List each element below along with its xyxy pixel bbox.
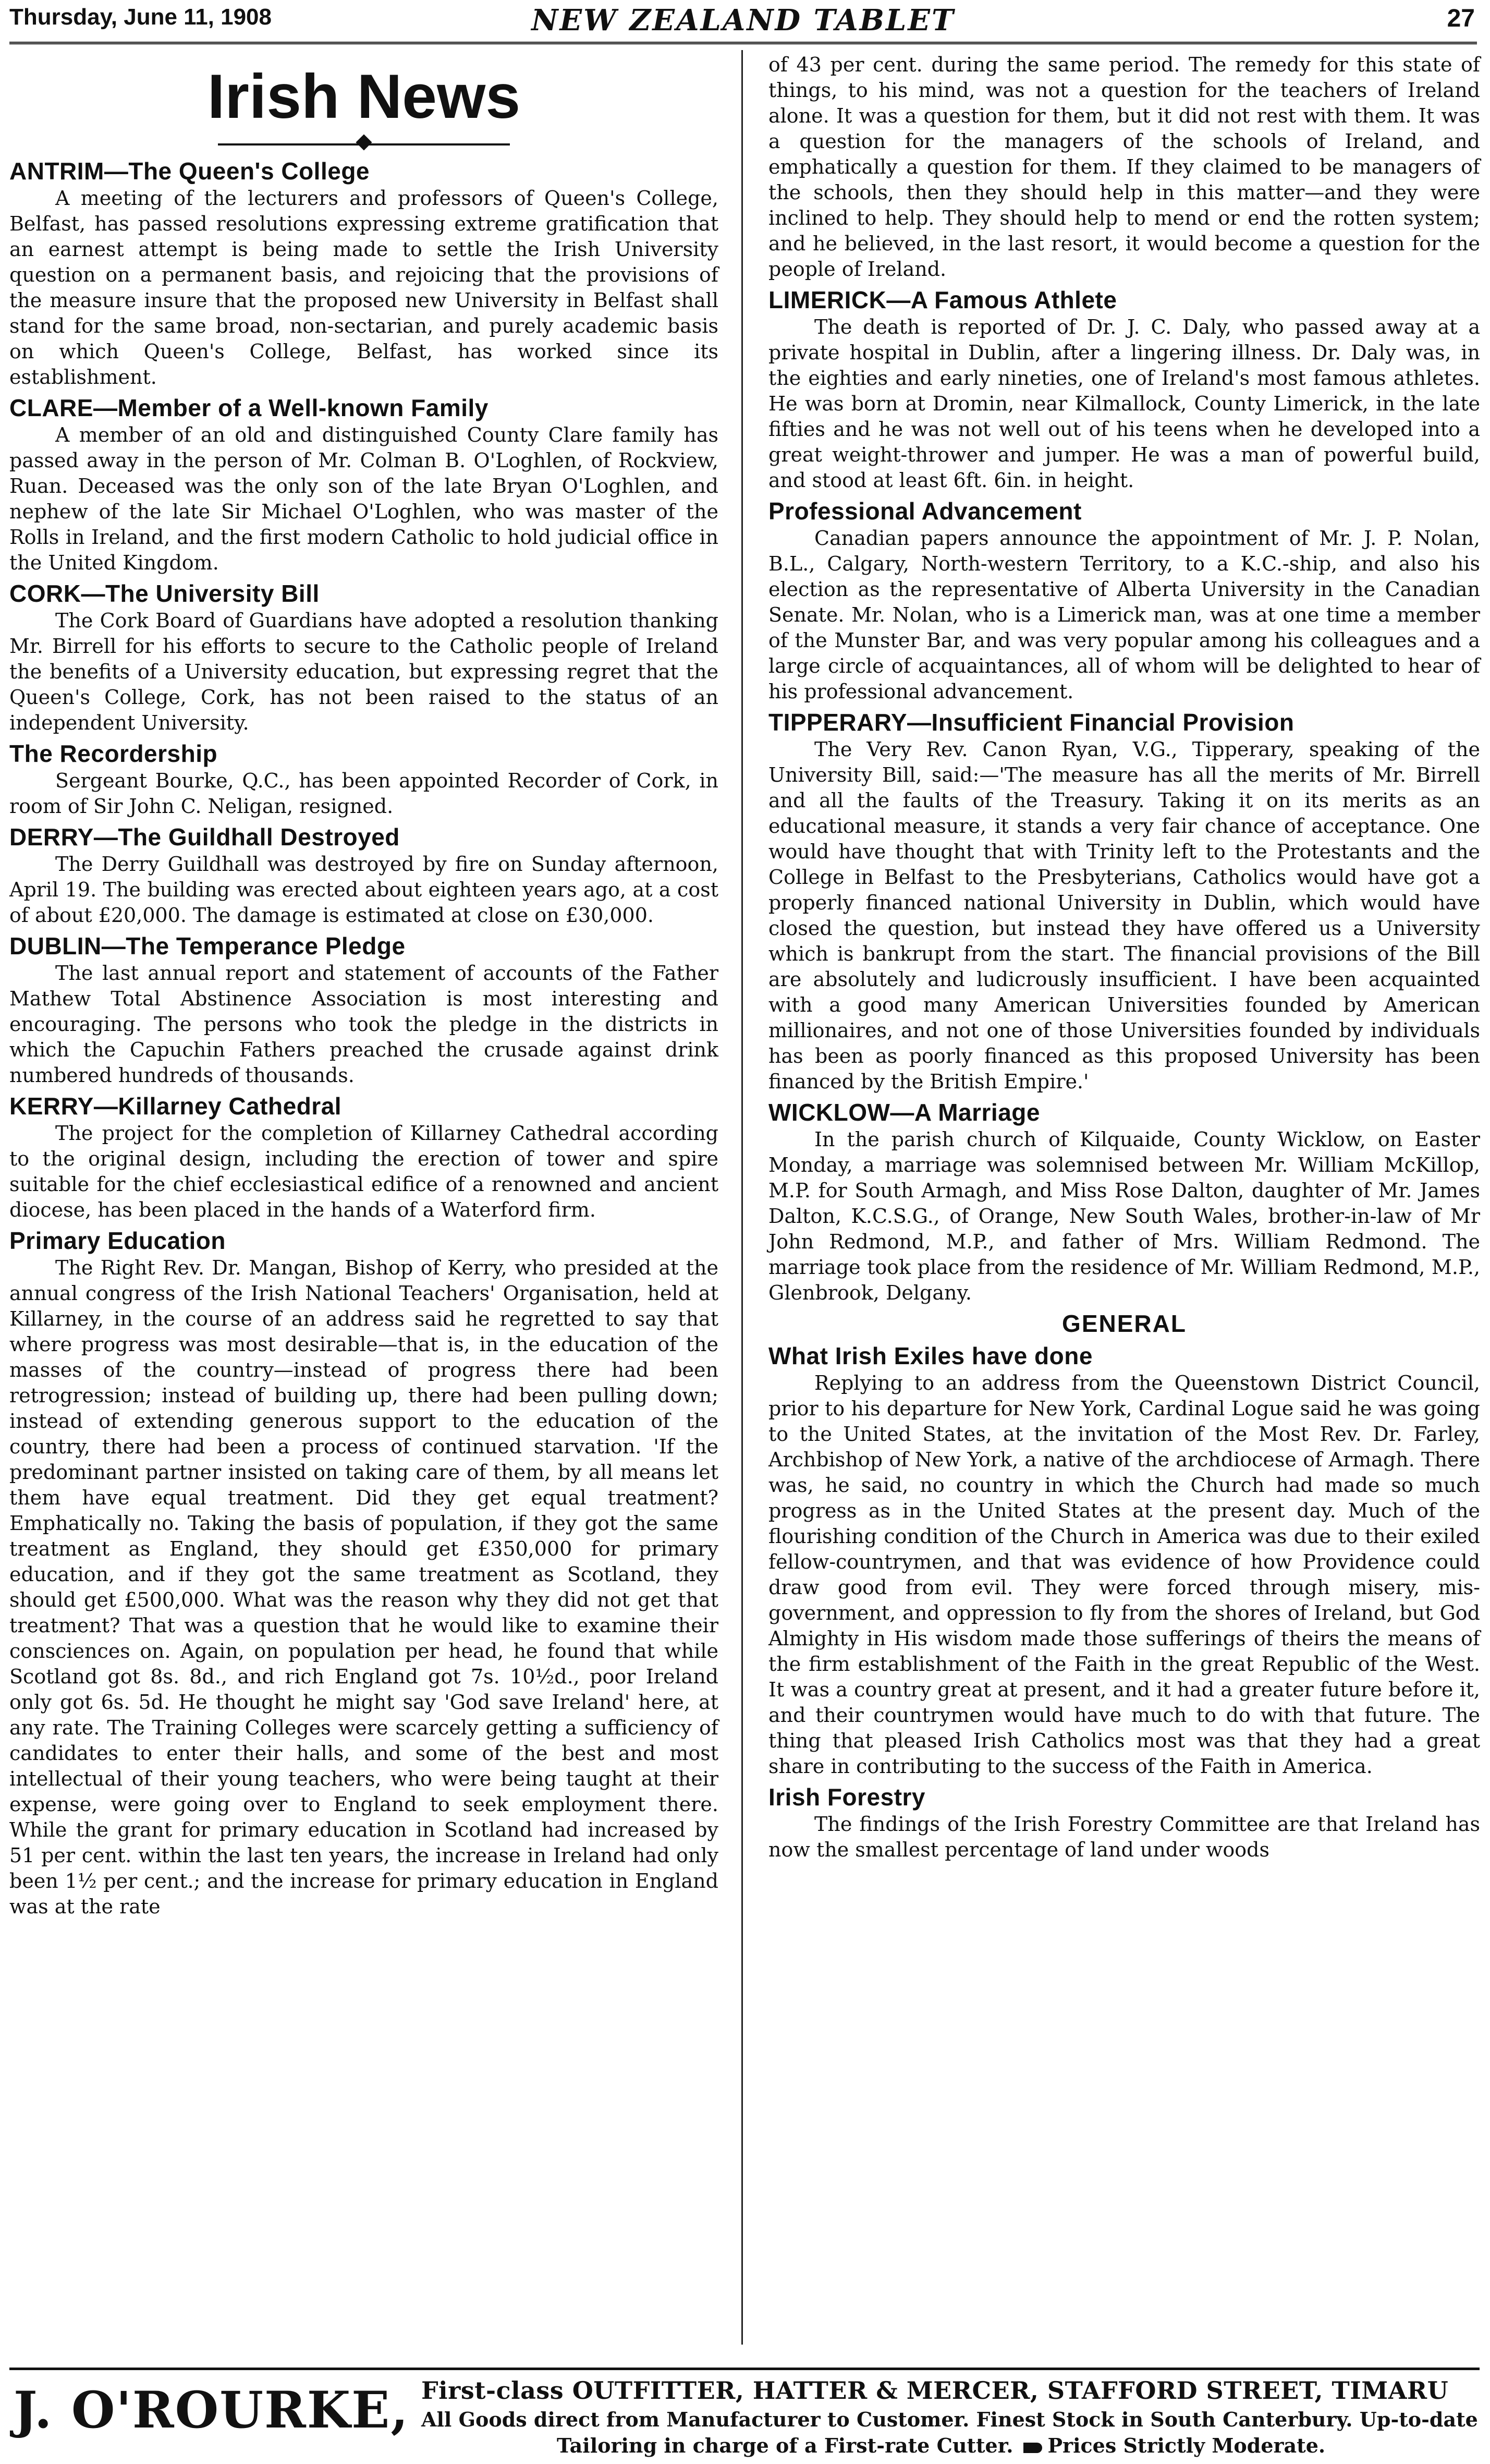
article-heading: TIPPERARY—Insufficient Financial Provision (768, 709, 1294, 736)
ad-headline: First-class OUTFITTER, HATTER & MERCER, STAFFORD STREET, TIMARU (421, 2376, 1449, 2405)
article-kerry-killarney-cathedral (9, 1091, 718, 1223)
masthead (9, 2, 1477, 44)
article-paragraph: In the parish church of Kilquaide, County Wicklow, on Easter Monday, a marriage was solemnised between Mr. William McKillop, M.P. for South Armagh, and Miss Rose Dalton, daughter of Mr. James Dalton, K.C.S.G., of Orange, New South Wales, brother-in-law of Mr John Redmond, M.P., and father of Mrs. William Redmond. The marriage took place from the residence of Mr. William Redmond, M.P., Glenbrook, Delgany. (768, 1128, 1480, 1304)
article-heading: KERRY—Killarney Cathedral (9, 1093, 342, 1120)
article-paragraph: The Cork Board of Guardians have adopted a resolution thanking Mr. Birrell for his efforts to secure to the Catholic people of Ireland the benefits of a University education, but expressing regret that the Queen's College, Cork, has not been raised to the status of an independent University. (9, 609, 718, 734)
left-articles (9, 156, 718, 1920)
article-professional-advancement (768, 496, 1480, 705)
article-derry-the-guildhall-destroyed (9, 822, 718, 928)
article-paragraph: The findings of the Irish Forestry Committee are that Ireland has now the smallest percentage of land under woods (768, 1813, 1480, 1861)
issue-date: Thursday, June 11, 1908 (9, 4, 272, 30)
ad-subline: All Goods direct from Manufacturer to Customer. Finest Stock in South Canterbury. Up-to-date (421, 2408, 1478, 2431)
left-column (9, 50, 718, 1920)
diamond-icon (356, 134, 372, 150)
article-heading: DERRY—The Guildhall Destroyed (9, 823, 400, 851)
article-paragraph: The last annual report and statement of accounts of the Father Mathew Total Abstinence Association is most interesting and encouraging. The persons who took the pledge in the districts in which the Capuchin Fathers preached the crusade against drink numbered hundreds of thousands. (9, 962, 718, 1087)
article-limerick-a-famous-athlete (768, 285, 1480, 493)
article-heading: GENERAL (1062, 1310, 1187, 1337)
article-antrim-the-queen-s-college (9, 156, 718, 390)
right-articles (768, 52, 1480, 1863)
article-paragraph: Sergeant Bourke, Q.C., has been appointed Recorder of Cork, in room of Sir John C. Neligan, resigned. (9, 769, 718, 818)
article-primary-education (9, 1226, 718, 1920)
article-paragraph: The project for the completion of Killarney Cathedral according to the original design, including the erection of tower and spire suitable for the chief ecclesiastical edifice of a renowned and ancient diocese, has been placed in the hands of a Waterford firm. (9, 1122, 718, 1221)
ad-footer (557, 2434, 1325, 2457)
article-heading: What Irish Exiles have done (768, 1342, 1093, 1369)
article-heading: LIMERICK—A Famous Athlete (768, 286, 1117, 313)
article-the-recordership (9, 739, 718, 819)
right-column (768, 52, 1480, 1863)
title-ornament (9, 136, 718, 153)
ad-footer-left: Tailoring in charge of a First-rate Cutter. (557, 2434, 1013, 2457)
article-what-irish-exiles-have-done (768, 1341, 1480, 1779)
page-number: 27 (1447, 5, 1475, 32)
article-paragraph: of 43 per cent. during the same period. The remedy for this state of things, to his mind, was not a question for the teachers of Ireland alone. It was a question for them, but it did not rest with them. It was a question for the managers of the schools of Ireland, and emphatically a question for them. If they claimed to be managers of the schools, then they should help in this matter—and they were inclined to help. They should help to mend or end the rotten system; and he believed, in the last resort, it would become a question for the people of Ireland. (768, 53, 1480, 281)
article-heading: WICKLOW—A Marriage (768, 1099, 1040, 1126)
article-heading: Irish Forestry (768, 1783, 925, 1811)
article-wicklow-a-marriage (768, 1098, 1480, 1306)
article-clare-member-of-a-well-known-family (9, 393, 718, 576)
pointing-hand-icon (1023, 2443, 1042, 2453)
advertiser-name: J. O'ROURKE, (14, 2381, 409, 2439)
article-paragraph: The Right Rev. Dr. Mangan, Bishop of Kerry, who presided at the annual congress of the Irish National Teachers' Organisation, held at Killarney, in the course of an address said he regretted to say that where progress was most desirable—that is, in the education of the masses of the country—instead of progress there had been retrogression; instead of building up, there had been pulling down; instead of extending generous support to the education of the country, there had been a process of continued starvation. 'If the predominant partner insisted on taking care of them, by all means let them have equal treatment. Did they get equal treatment? Emphatically no. Taking the basis of population, if they got the same treatment as England, they should get £350,000 for primary education, and if they got the same treatment as Scotland, they should get £500,000. What was the reason why they did not get that treatment? That was a question that he would like to examine their consciences on. Again, on population per head, he found that while Scotland got 8s. 8d., and rich England got 7s. 10½d., poor Ireland only got 6s. 5d. He thought he might say 'God save Ireland' here, at any rate. The Training Colleges were scarcely getting a sufficiency of candidates to enter their halls, and some of the best and most intellectual of their young teachers, who were being taught at their expense, were going over to England to seek employment there. While the grant for primary education in Scotland had increased by 51 per cent. within the last ten years, the increase in Ireland had only been 1½ per cent.; and the increase for primary education in England was at the rate (9, 1256, 718, 1918)
article-paragraph: The Derry Guildhall was destroyed by fire on Sunday afternoon, April 19. The building was erected about eighteen years ago, at a cost of about £20,000. The damage is estimated at close on £30,000. (9, 853, 718, 927)
article-paragraph: The Very Rev. Canon Ryan, V.G., Tipperary, speaking of the University Bill, said:—'The measure has all the merits of Mr. Birrell and all the faults of the Treasury. Taking it on its merits as an educational measure, it stands a very fair chance of acceptance. One would have thought that with Trinity left to the Protestants and the College in Belfast to the Presbyterians, Catholics would have got a properly financed national University in Dublin, which would have closed the question, but instead they have offered us a University which is bankrupt from the start. The financial provisions of the Bill are absolutely and ludicrously insufficient. I have been acquainted with a good many American Universities founded by American millionaires, and not one of those Universities founded by individuals has been as poorly financed as this proposed University has been financed by the British Empire.' (768, 738, 1480, 1093)
article-heading: CORK—The University Bill (9, 580, 320, 607)
section-title: Irish News (207, 62, 521, 131)
article-cork-the-university-bill (9, 579, 718, 736)
ad-footer-right: Prices Strictly Moderate. (1047, 2434, 1326, 2457)
advertisement (9, 2368, 1480, 2459)
article-heading: Professional Advancement (768, 497, 1082, 525)
article-paragraph: Replying to an address from the Queenstown District Council, prior to his departure for New York, Cardinal Logue said he was going to the United States, at the invitation of the Most Rev. Dr. Farley, Archbishop of New York, a native of the archdiocese of Armagh. There was, he said, no country in which the Church had made so much progress as in the United States at the present day. Much of the flourishing condition of the Church in America was due to their exiled fellow-countrymen, and that was evidence of how Providence could draw good from evil. They were forced through misery, mis-government, and oppression to fly from the shores of Ireland, but God Almighty in His wisdom made those sufferings of theirs the means of the firm establishment of the Faith in the great Republic of the West. It was a country great at present, and it had a greater future before it, and their countrymen would have much to do with that future. The thing that pleased Irish Catholics most was that they had a great share in contributing to the success of the Faith in America. (768, 1371, 1480, 1778)
article-irish-forestry (768, 1782, 1480, 1863)
article-paragraph: A member of an old and distinguished County Clare family has passed away in the person of Mr. Colman B. O'Loghlen, of Rockview, Ruan. Deceased was the only son of the late Bryan O'Loghlen, and nephew of the late Sir Michael O'Loghlen, who was master of the Rolls in Ireland, and the first modern Catholic to hold judicial office in the United Kingdom. (9, 423, 718, 574)
article-heading: ANTRIM—The Queen's College (9, 157, 370, 185)
article-paragraph: Canadian papers announce the appointment of Mr. J. P. Nolan, B.L., Calgary, North-western Territory, to a K.C.-ship, and also his election as the representative of Alberta University in the Canadian Senate. Mr. Nolan, who is a Limerick man, was at one time a member of the Munster Bar, and was very popular among his colleagues and a large circle of acquaintances, all of whom will be delighted to hear of his professional advancement. (768, 527, 1480, 703)
article-heading: The Recordership (9, 740, 218, 767)
article-heading: Primary Education (9, 1227, 226, 1254)
article-general (768, 1309, 1480, 1338)
article-paragraph: A meeting of the lecturers and professors of Queen's College, Belfast, has passed resolutions expressing extreme gratification that an earnest attempt is being made to settle the Irish University question on a permanent basis, and rejoicing that the provisions of the measure insure that the proposed new University in Belfast shall stand for the same broad, non-sectarian, and purely academic basis on which Queen's College, Belfast, has worked since its establishment. (9, 187, 718, 389)
article-tipperary-insufficient-financial-provision (768, 708, 1480, 1095)
article-paragraph: The death is reported of Dr. J. C. Daly, who passed away at a private hospital in Dublin, after a lingering illness. Dr. Daly was, in the eighties and early nineties, one of Ireland's most famous athletes. He was born at Dromin, near Kilmallock, County Limerick, in the late fifties and he was not well out of his teens when he developed into a great weight-thrower and jumper. He was a man of powerful build, and stood at least 6ft. 6in. in height. (768, 315, 1480, 492)
article-continued (768, 52, 1480, 282)
article-heading: CLARE—Member of a Well-known Family (9, 394, 488, 421)
article-heading: DUBLIN—The Temperance Pledge (9, 932, 406, 960)
article-dublin-the-temperance-pledge (9, 931, 718, 1088)
column-divider (741, 50, 743, 2345)
publication-title: NEW ZEALAND TABLET (531, 3, 955, 38)
